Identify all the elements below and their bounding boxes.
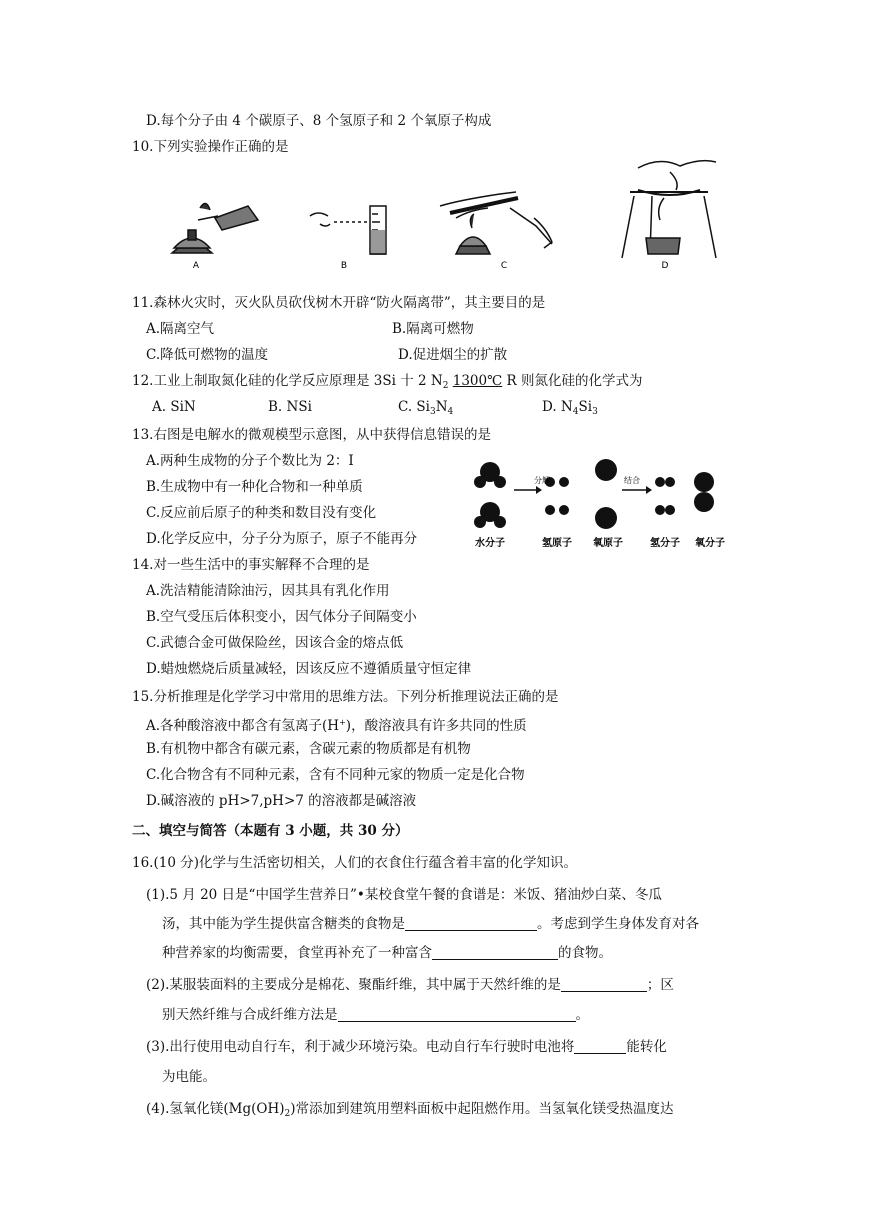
- q15-a-post: )，酸溶液具有许多共同的性质: [345, 718, 527, 734]
- q16-p1-line2: [162, 915, 699, 933]
- q14-option-d: D.蜡烛燃烧后质量减轻，因该反应不遵循质量守恒定律: [146, 661, 472, 677]
- q13-option-a: A.两种生成物的分子个数比为 2：I: [146, 453, 354, 469]
- q11-option-b: B.隔离可燃物: [392, 321, 474, 337]
- q12-c-sub2: 4: [447, 407, 454, 417]
- q12-d-sub2: 3: [592, 407, 598, 417]
- q15-option-a: [146, 714, 527, 735]
- q15-option-c: C.化合物含有不同种元素，含有不同种元家的物质一定是化合物: [146, 767, 525, 783]
- q11-option-a: A.隔离空气: [146, 321, 215, 337]
- q16-p1-line3: [162, 944, 612, 962]
- test-tube-heating-c-icon: [440, 192, 552, 254]
- fig-label-oxygen-atom: 氧原子: [593, 538, 623, 549]
- q12-stem: [132, 372, 642, 395]
- q13-option-b: B.生成物中有一种化合物和一种单质: [146, 479, 363, 495]
- q10-apparatus-figure: [160, 158, 720, 273]
- q10-stem: 10.下列实验操作正确的是: [132, 139, 289, 155]
- q15-option-d: D.碱溶液的 pH>7,pH>7 的溶液都是碱溶液: [146, 793, 417, 809]
- fig-label-hydrogen-molecule: 氢分子: [650, 538, 680, 549]
- q12-condition: 1300℃: [452, 373, 503, 389]
- answer-blank-carbohydrate[interactable]: [405, 916, 537, 931]
- q16-p4-line1: [146, 1100, 674, 1123]
- q13-option-d: D.化学反应中，分子分为原子，原子不能再分: [146, 531, 418, 547]
- q9-option-d: D.每个分子由 4 个碳原子、8 个氢原子和 2 个氧原子构成: [146, 113, 492, 129]
- fig-label-b: B: [340, 261, 348, 271]
- q16-p2-l2a: 别天然纤维与合成纤维方法是: [162, 1007, 338, 1023]
- q12-stem-post: R 则氮化硅的化学式为: [502, 373, 643, 389]
- graduated-cylinder-b-icon: [310, 206, 386, 254]
- fig-label-hydrogen-atom: 氢原子: [542, 538, 572, 549]
- q16-p2-line1: [146, 976, 674, 994]
- q16-p1-line1: (1).5 月 20 日是“中国学生营养日”•某校食堂午餐的食谱是：米饭、猪油炒白菜、冬瓜: [146, 887, 662, 903]
- q13-stem: 13.右图是电解水的微观模型示意图，从中获得信息错误的是: [132, 427, 491, 443]
- q16-p4-pre: (4).氢氧化镁(Mg(OH): [146, 1101, 285, 1117]
- q16-p2-l1b: ；区: [646, 977, 674, 993]
- q16-p1-l2b: 。考虑到学生身体发育对各: [537, 916, 699, 932]
- q12-stem-sub: 2: [442, 381, 449, 391]
- q12-c-sub1: 3: [430, 407, 436, 417]
- q14-stem: 14.对一些生活中的事实解释不合理的是: [132, 557, 370, 573]
- oxygen-atom-icon: [595, 459, 617, 529]
- q11-option-c: C.降低可燃物的温度: [146, 347, 269, 363]
- answer-blank-natural-fiber[interactable]: [561, 977, 647, 992]
- q12-option-d: [542, 398, 598, 421]
- answer-blank-nutrient[interactable]: [432, 945, 558, 960]
- q16-p4-post: )常添加到建筑用塑料面板中起阻燃作用。当氢氧化镁受热温度达: [290, 1101, 674, 1117]
- q15-a-sup: +: [339, 718, 346, 727]
- q15-option-b: B.有机物中都含有碳元素，含碳元素的物质都是有机物: [146, 741, 471, 757]
- q16-p4-sub: 2: [284, 1109, 291, 1119]
- q16-p2-l1a: (2).某服装面料的主要成分是棉花、聚酯纤维，其中属于天然纤维的是: [146, 977, 561, 993]
- q16-p3-l1a: (3).出行使用电动自行车，利于减少环境污染。电动自行车行驶时电池将: [146, 1039, 575, 1055]
- q16-p2-line2: [162, 1006, 589, 1024]
- water-electrolysis-model-figure: [470, 452, 740, 552]
- q12-d-mid: Si: [578, 399, 593, 415]
- q16-p1-l3a: 种营养家的均衡需要，食堂再补充了一种富含: [162, 945, 432, 961]
- hydrogen-molecule-icon: [655, 477, 675, 515]
- q15-a-pre: A.各种酸溶液中都含有氢离子(H: [146, 718, 340, 734]
- q15-stem: 15.分析推理是化学学习中常用的思维方法。下列分析推理说法正确的是: [132, 689, 559, 705]
- q12-option-b: B. NSi: [268, 399, 312, 415]
- evaporating-dish-d-icon: [622, 161, 716, 258]
- q16-p3-l1b: 能转化: [626, 1039, 667, 1055]
- fig-label-d: D: [661, 261, 669, 271]
- q16-p1-l2a: 汤，其中能为学生提供富含糖类的食物是: [162, 916, 405, 932]
- q12-stem-pre: 12.工业上制取氮化硅的化学反应原理是 3Si 十 2 N: [132, 373, 443, 389]
- q16-p2-l2b: 。: [575, 1007, 589, 1023]
- fig-label-c: C: [500, 261, 508, 271]
- q14-option-c: C.武德合金可做保险丝，因该合金的熔点低: [146, 635, 404, 651]
- section-2-title: 二、填空与简答（本题有 3 小题，共 30 分）: [132, 823, 409, 839]
- q16-stem: 16.(10 分)化学与生活密切相关，人们的衣食住行蕴含着丰富的化学知识。: [132, 855, 577, 871]
- water-molecule-icon: [474, 462, 506, 488]
- q11-stem: 11.森林火灾时，灭火队员砍伐树木开辟“防火隔离带”，其主要目的是: [132, 295, 546, 311]
- answer-blank-energy[interactable]: [574, 1039, 626, 1054]
- fig-label-a: A: [192, 261, 200, 271]
- oxygen-molecule-icon: [694, 472, 714, 512]
- q16-p3-line1: [146, 1038, 667, 1056]
- q16-p1-l3b: 的食物。: [558, 945, 612, 961]
- q13-option-c: C.反应前后原子的种类和数目没有变化: [146, 505, 377, 521]
- q12-option-c: [398, 398, 453, 421]
- arrow-label-combine: 结合: [624, 476, 640, 485]
- q12-option-a: A. SiN: [152, 399, 196, 415]
- q11-option-d: D.促进烟尘的扩散: [398, 347, 508, 363]
- arrow-label-decompose: 分解: [534, 476, 550, 485]
- fig-label-oxygen-molecule: 氧分子: [695, 538, 725, 549]
- q14-option-a: A.洗洁精能清除油污，因其具有乳化作用: [146, 583, 390, 599]
- answer-blank-fiber-method[interactable]: [338, 1007, 576, 1022]
- q12-d-sub1: 4: [572, 407, 579, 417]
- q12-c-mid: N: [435, 399, 448, 415]
- q12-c-pre: C. Si: [398, 399, 430, 415]
- q16-p3-line2: 为电能。: [162, 1069, 216, 1085]
- water-molecule-icon: [474, 502, 506, 528]
- q12-d-pre: D. N: [542, 399, 573, 415]
- fig-label-water-molecule: 水分子: [475, 538, 505, 549]
- q14-option-b: B.空气受压后体积变小，因气体分子间隔变小: [146, 609, 417, 625]
- alcohol-lamp-a-icon: [172, 203, 258, 253]
